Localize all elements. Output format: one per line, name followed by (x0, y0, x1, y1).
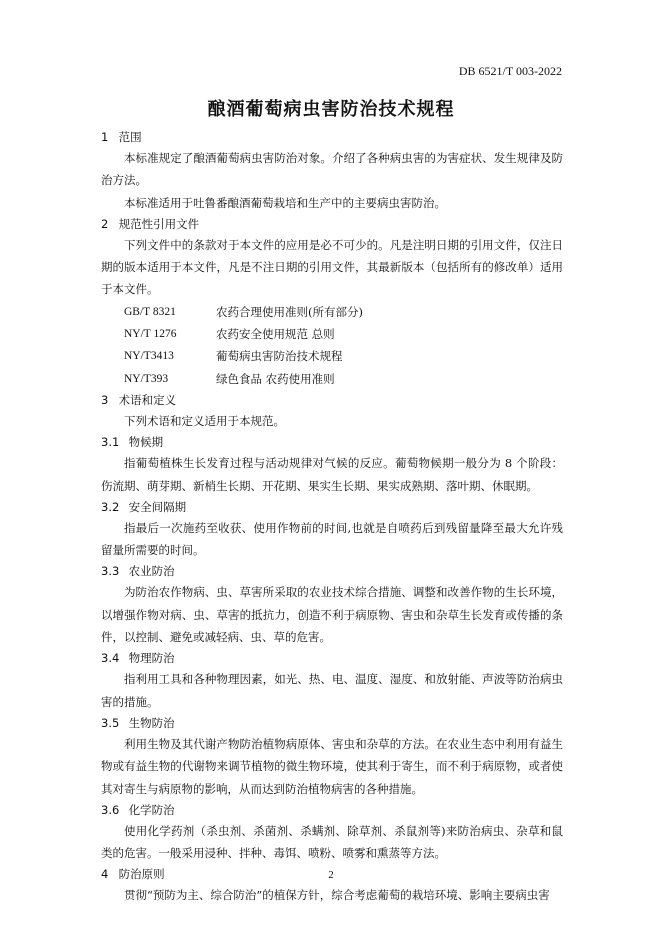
subsection-title: 生物防治 (128, 715, 175, 730)
reference-item (101, 368, 563, 390)
paragraph: 指利用工具和各种物理因素，如光、热、电、温度、湿度、和放射能、声波等防治病虫害的措施。 (101, 672, 563, 709)
document-code: DB 6521/T 003-2022 (458, 64, 562, 78)
paragraph: 指葡萄植株生长发育过程与活动规律对气候的反应。葡萄物候期一般分为 8 个阶段：伤流期、萌芽期、新梢生长期、开花期、果实生长期、果实成熟期、落叶期、休眠期。 (101, 456, 563, 493)
paragraph: 指最后一次施药至收获、使用作物前的时间,也就是自喷药后到残留量降至最大允许残留量所需要的时间。 (101, 520, 563, 558)
subsection-title: 安全间隔期 (128, 499, 187, 514)
document-title: 酿酒葡萄病虫害防治技术规程 (207, 99, 455, 120)
reference-item (101, 323, 563, 345)
subsection-heading (101, 648, 563, 668)
reference-code: NY/T3413 (124, 350, 174, 363)
document-body (101, 127, 563, 907)
paragraph: 贯彻“预防为主、综合防治”的植保方针，综合考虑葡萄的栽培环境、影响主要病虫害 (124, 888, 550, 903)
section-number: 3 (101, 392, 109, 407)
paragraph: 使用化学药剂（杀虫剂、杀菌剂、杀螨剂、除草剂、杀鼠剂等)来防治病虫、杂草和鼠类的危害。一般采用浸种、拌种、毒饵、喷粉、喷雾和熏蒸等方法。 (101, 823, 563, 861)
section-heading (101, 214, 563, 234)
reference-item (101, 301, 563, 323)
page-number: 2 (328, 869, 334, 881)
section-heading (101, 390, 563, 410)
subsection-number: 3.1 (101, 435, 120, 450)
subsection-heading (101, 800, 563, 820)
subsection-title: 农业防治 (128, 564, 175, 579)
reference-name: 葡萄病虫害防治技术规程 (216, 349, 343, 364)
subsection-title: 物候期 (128, 435, 164, 450)
section-number: 2 (101, 216, 109, 231)
reference-name: 农药合理使用准则(所有部分) (216, 304, 363, 319)
paragraph: 下列文件中的条款对于本文件的应用是必不可少的。凡是注明日期的引用文件，仅注日期的版本适用于本文件，凡是不注日期的引用文件，其最新版本（包括所有的修改单）适用于本文件。 (101, 237, 563, 297)
section-title: 术语和定义 (118, 392, 177, 407)
reference-code: GB/T 8321 (124, 305, 176, 318)
paragraph: 为防治农作物病、虫、草害所采取的农业技术综合措施、调整和改善作物的生长环境，以增强作物对病、虫、草害的抵抗力，创造不利于病原物、害虫和杂草生长发育或传播的条件，以控制、避免或减轻病、虫、草的危害。 (101, 585, 563, 645)
section-number: 4 (101, 867, 109, 882)
section-title: 规范性引用文件 (118, 216, 200, 231)
subsection-heading (101, 713, 563, 733)
subsection-number: 3.2 (101, 499, 120, 514)
subsection-heading (101, 561, 563, 581)
subsection-title: 物理防治 (128, 651, 175, 666)
subsection-title: 化学防治 (128, 802, 175, 817)
section-heading (101, 127, 563, 147)
section-number: 1 (101, 130, 109, 144)
paragraph: 本标准适用于吐鲁番酿酒葡萄栽培和生产中的主要病虫害防治。 (124, 195, 446, 210)
subsection-number: 3.4 (101, 651, 120, 666)
section-title: 范围 (118, 130, 142, 144)
reference-name: 农药安全使用规范 总则 (216, 327, 335, 342)
paragraph: 利用生物及其代谢产物防治植物病原体、害虫和杂草的方法。在农业生态中利用有益生物或有益生物的代谢物来调节植物的微生物环境，使其利于寄生，而不利于病原物，或者使其对寄生与病原物的影响，从而达到防治植物病害的各种措施。 (101, 736, 563, 796)
reference-code: NY/T 1276 (124, 328, 177, 341)
subsection-number: 3.6 (101, 802, 120, 817)
paragraph: 本标准规定了酿酒葡萄病虫害防治对象。介绍了各种病虫害的为害症状、发生规律及防治方法。 (101, 151, 563, 188)
section-title: 防治原则 (118, 867, 165, 882)
reference-item (101, 345, 563, 367)
subsection-number: 3.3 (101, 564, 120, 579)
subsection-number: 3.5 (101, 715, 120, 730)
reference-name: 绿色食品 农药使用准则 (216, 371, 335, 386)
reference-code: NY/T393 (124, 372, 169, 385)
paragraph: 下列术语和定义适用于本规范。 (124, 413, 285, 428)
reference-list (101, 301, 563, 390)
subsection-heading (101, 497, 563, 517)
subsection-heading (101, 432, 563, 452)
